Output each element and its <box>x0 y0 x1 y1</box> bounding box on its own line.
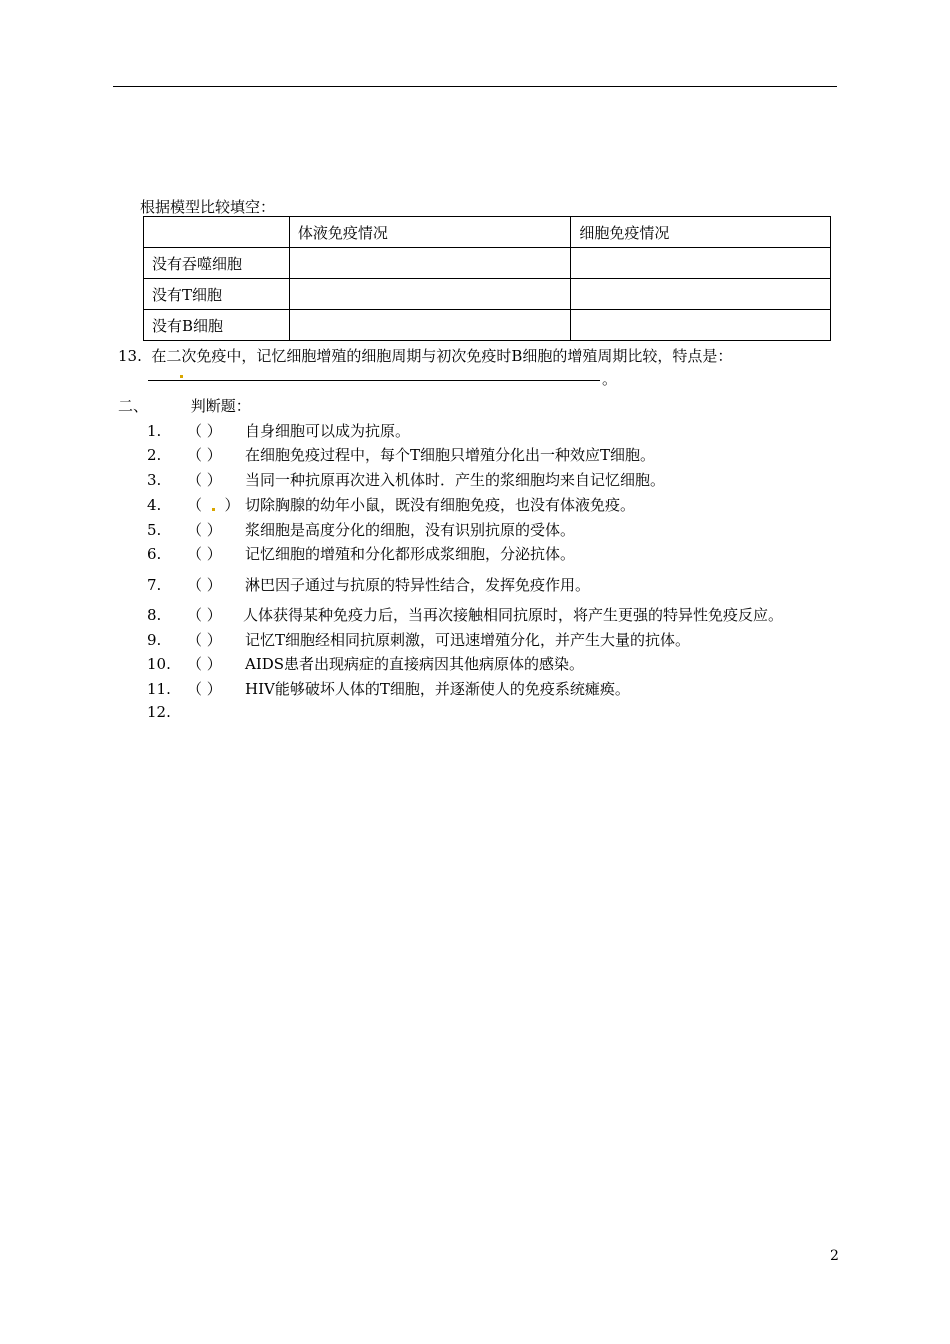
table-header-row <box>144 217 831 248</box>
answer-end-punct: 。 <box>602 370 618 388</box>
item-text: 记忆细胞的增殖和分化都形成浆细胞，分泌抗体。 <box>245 545 576 563</box>
item-number: 6. <box>147 545 162 563</box>
answer-cell[interactable] <box>289 248 571 279</box>
item-text: 在细胞免疫过程中，每个T细胞只增殖分化出一种效应T细胞。 <box>245 446 656 464</box>
answer-bracket[interactable]: （ ） <box>187 446 222 464</box>
list-item <box>147 469 665 490</box>
answer-bracket[interactable]: （ ） <box>187 576 222 594</box>
item-number: 8. <box>147 606 162 624</box>
list-item <box>147 703 187 721</box>
item-text: 人体获得某种免疫力后，当再次接触相同抗原时，将产生更强的特异性免疫反应。 <box>243 606 784 624</box>
item-text: 记忆T细胞经相同抗原刺激，可迅速增殖分化，并产生大量的抗体。 <box>245 631 691 649</box>
table-header-cell: 细胞免疫情况 <box>571 217 831 248</box>
answer-bracket[interactable]: （ ） <box>187 496 240 514</box>
question-number: 13. <box>118 347 142 365</box>
item-number: 1. <box>147 422 162 440</box>
comparison-table <box>143 216 831 341</box>
dot-mark <box>212 508 215 511</box>
answer-bracket[interactable]: （ ） <box>187 655 222 673</box>
list-item <box>147 519 575 540</box>
section-number: 二、 <box>118 397 149 415</box>
answer-cell[interactable] <box>289 310 571 341</box>
item-text: 淋巴因子通过与抗原的特异性结合，发挥免疫作用。 <box>245 576 591 594</box>
list-item <box>147 574 590 595</box>
row-label: 没有吞噬细胞 <box>144 248 290 279</box>
table-row <box>144 310 831 341</box>
item-text: 当同一种抗原再次进入机体时．产生的浆细胞均来自记忆细胞。 <box>245 471 666 489</box>
item-number: 4. <box>147 496 162 514</box>
blank-mark <box>180 375 183 378</box>
list-item <box>147 678 630 699</box>
table-row <box>144 279 831 310</box>
answer-bracket[interactable]: （ ） <box>187 471 222 489</box>
list-item <box>147 653 584 674</box>
page-number: 2 <box>830 1248 839 1264</box>
list-item <box>147 494 635 515</box>
table-instruction: 根据模型比较填空： <box>140 198 276 216</box>
answer-cell[interactable] <box>571 279 831 310</box>
list-item <box>147 604 783 625</box>
answer-cell[interactable] <box>571 248 831 279</box>
answer-blank-line[interactable] <box>148 380 600 381</box>
item-text: 浆细胞是高度分化的细胞，没有识别抗原的受体。 <box>245 521 576 539</box>
answer-bracket[interactable]: （ ） <box>187 631 222 649</box>
item-text: AIDS患者出现病症的直接病因其他病原体的感染。 <box>245 655 585 673</box>
list-item <box>147 543 575 564</box>
row-label: 没有B细胞 <box>144 310 290 341</box>
answer-bracket[interactable]: （ ） <box>187 422 222 440</box>
question-13 <box>118 345 732 366</box>
table-header-cell: 体液免疫情况 <box>289 217 571 248</box>
answer-cell[interactable] <box>571 310 831 341</box>
item-number: 11. <box>147 680 171 698</box>
header-rule <box>113 86 837 87</box>
answer-bracket[interactable]: （ ） <box>187 680 222 698</box>
item-text: HIV能够破坏人体的T细胞，并逐渐使人的免疫系统瘫痪。 <box>245 680 630 698</box>
item-number: 10. <box>147 655 171 673</box>
item-number: 12. <box>147 703 171 721</box>
item-number: 3. <box>147 471 162 489</box>
list-item <box>147 444 655 465</box>
item-number: 5. <box>147 521 162 539</box>
item-text: 切除胸腺的幼年小鼠，既没有细胞免疫，也没有体液免疫。 <box>245 496 636 514</box>
section-heading <box>118 395 251 416</box>
item-text: 自身细胞可以成为抗原。 <box>245 422 411 440</box>
row-label: 没有T细胞 <box>144 279 290 310</box>
answer-bracket[interactable]: （ ） <box>187 521 222 539</box>
answer-cell[interactable] <box>289 279 571 310</box>
item-number: 7. <box>147 576 162 594</box>
list-item <box>147 629 690 650</box>
question-text: 在二次免疫中，记忆细胞增殖的细胞周期与初次免疫时B细胞的增殖周期比较，特点是： <box>151 347 733 365</box>
table-header-cell <box>144 217 290 248</box>
table-row <box>144 248 831 279</box>
answer-bracket[interactable]: （ ） <box>187 606 222 624</box>
item-number: 9. <box>147 631 162 649</box>
section-title: 判断题： <box>190 397 251 415</box>
answer-bracket[interactable]: （ ） <box>187 545 222 563</box>
list-item <box>147 420 410 441</box>
item-number: 2. <box>147 446 162 464</box>
